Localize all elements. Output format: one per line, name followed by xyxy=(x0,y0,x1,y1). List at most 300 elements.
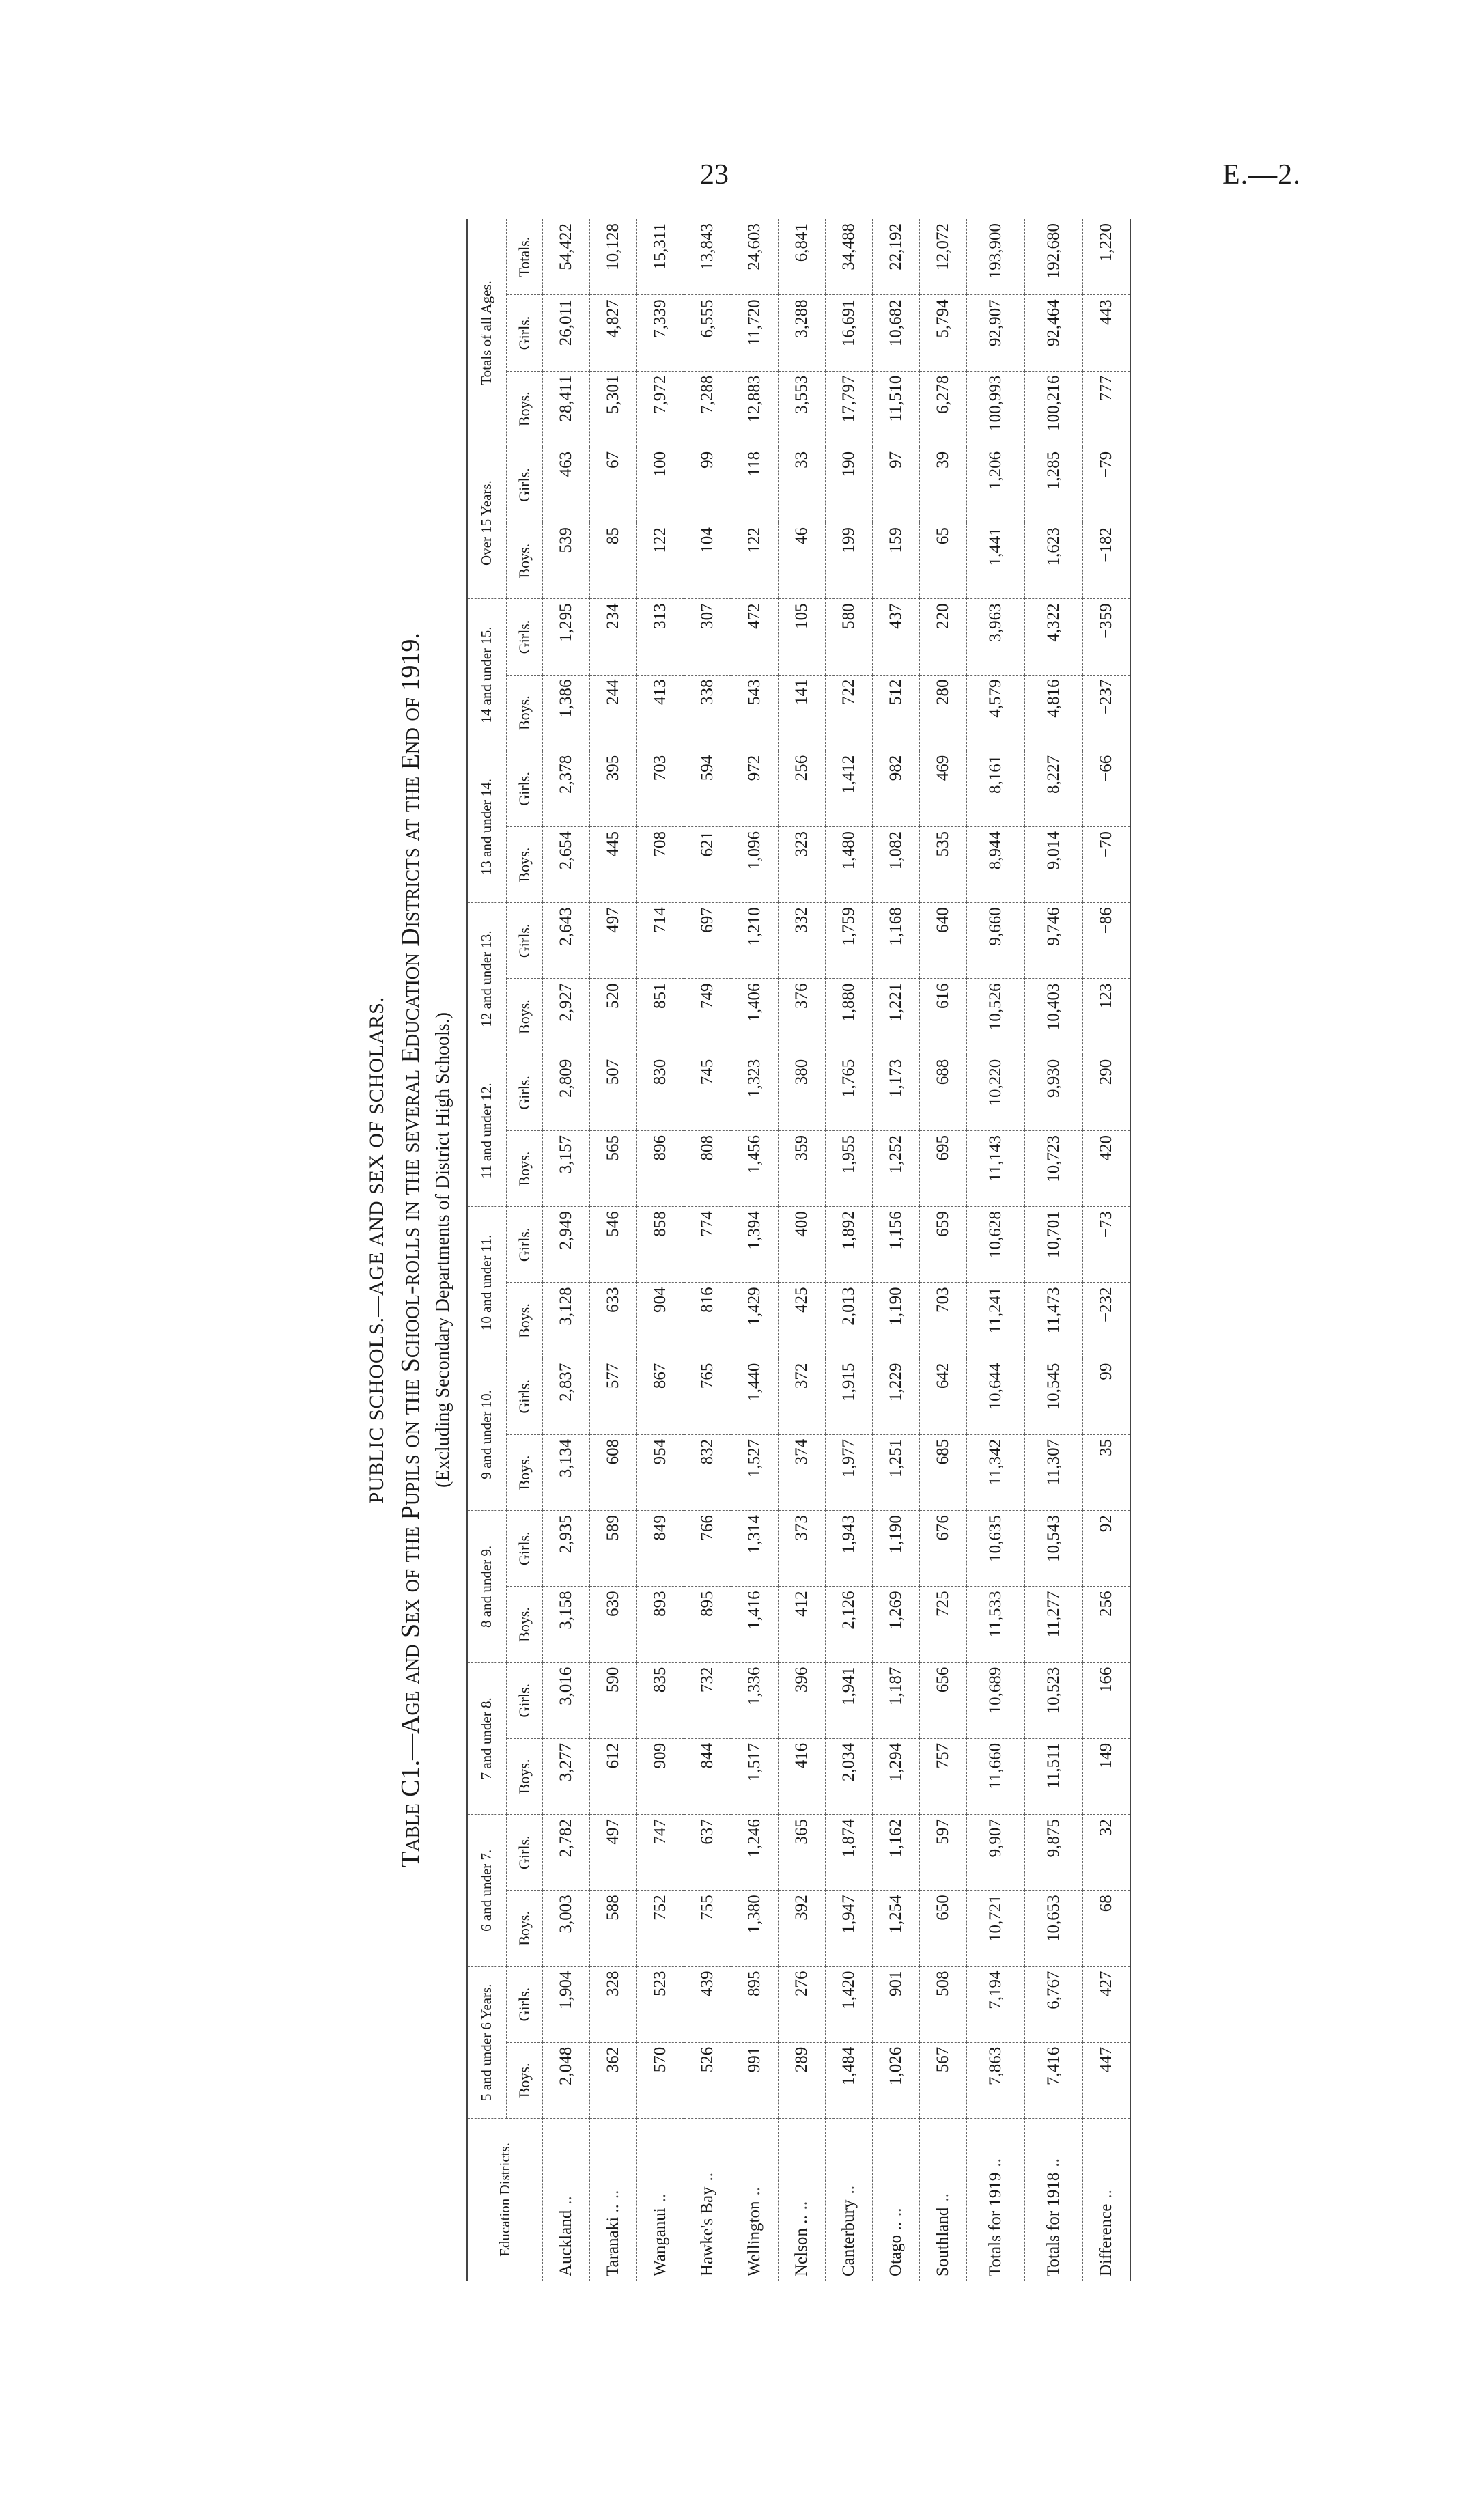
value-cell: 220 xyxy=(920,599,967,675)
value-cell: 1,254 xyxy=(873,1891,920,1966)
district-name: Totals for 1919 xyxy=(986,2172,1005,2276)
value-cell: 543 xyxy=(731,675,779,751)
age-group-header: 12 and under 13. xyxy=(467,903,507,1055)
value-cell: 395 xyxy=(590,751,637,826)
value-cell: 6,278 xyxy=(920,371,967,447)
value-cell: 10,220 xyxy=(967,1055,1025,1130)
value-cell: 166 xyxy=(1083,1662,1131,1738)
value-cell: 621 xyxy=(684,827,731,903)
value-cell: 844 xyxy=(684,1738,731,1814)
age-group-header: 11 and under 12. xyxy=(467,1055,507,1206)
value-cell: 676 xyxy=(920,1511,967,1587)
value-cell: 1,406 xyxy=(731,979,779,1055)
value-cell: 1,173 xyxy=(873,1055,920,1130)
value-cell: 24,603 xyxy=(731,219,779,295)
value-cell: 858 xyxy=(637,1207,684,1283)
value-cell: 439 xyxy=(684,1966,731,2042)
district-name-cell xyxy=(684,2119,731,2281)
value-cell: 1,096 xyxy=(731,827,779,903)
value-cell: 13,843 xyxy=(684,219,731,295)
value-cell: 703 xyxy=(920,1283,967,1359)
value-cell: 8,227 xyxy=(1025,751,1083,826)
table-label: Table C1.— xyxy=(396,1733,425,1867)
value-cell: 1,484 xyxy=(826,2042,873,2118)
table-row xyxy=(590,219,637,2281)
value-cell: 199 xyxy=(826,523,873,599)
rotated-table-page xyxy=(365,219,1115,2281)
value-cell: 1,892 xyxy=(826,1207,873,1283)
value-cell: 1,456 xyxy=(731,1130,779,1206)
table-row xyxy=(637,219,684,2281)
value-cell: 688 xyxy=(920,1055,967,1130)
value-cell: 580 xyxy=(826,599,873,675)
value-cell: 639 xyxy=(590,1587,637,1662)
value-cell: 7,194 xyxy=(967,1966,1025,2042)
value-cell: 290 xyxy=(1083,1055,1131,1130)
value-cell: 10,128 xyxy=(590,219,637,295)
value-cell: 11,307 xyxy=(1025,1434,1083,1510)
value-cell: 7,339 xyxy=(637,295,684,371)
value-cell: 10,682 xyxy=(873,295,920,371)
value-cell: 1,206 xyxy=(967,447,1025,523)
value-cell: 539 xyxy=(543,523,590,599)
value-cell: 523 xyxy=(637,1966,684,2042)
value-cell: 92,464 xyxy=(1025,295,1083,371)
table-main-heading: PUBLIC SCHOOLS.—AGE AND SEX OF SCHOLARS. xyxy=(365,996,388,1504)
age-group-header: 5 and under 6 Years. xyxy=(467,1966,507,2118)
value-cell: 1,246 xyxy=(731,1815,779,1891)
value-cell: 867 xyxy=(637,1359,684,1434)
value-cell: 1,904 xyxy=(543,1966,590,2042)
value-cell: 9,875 xyxy=(1025,1815,1083,1891)
value-cell: −66 xyxy=(1083,751,1131,826)
leader-dots: .. xyxy=(651,2193,669,2203)
district-name-cell xyxy=(637,2119,684,2281)
value-cell: 92 xyxy=(1083,1511,1131,1587)
district-name: Totals for 1918 xyxy=(1044,2172,1063,2276)
value-cell: 105 xyxy=(779,599,826,675)
value-cell: 1,380 xyxy=(731,1891,779,1966)
value-cell: 749 xyxy=(684,979,731,1055)
value-cell: 338 xyxy=(684,675,731,751)
value-cell: 766 xyxy=(684,1511,731,1587)
value-cell: 8,161 xyxy=(967,751,1025,826)
value-cell: 5,794 xyxy=(920,295,967,371)
value-cell: 11,143 xyxy=(967,1130,1025,1206)
value-cell: 1,221 xyxy=(873,979,920,1055)
table-row xyxy=(1025,219,1083,2281)
value-cell: 594 xyxy=(684,751,731,826)
value-cell: 3,003 xyxy=(543,1891,590,1966)
value-cell: 695 xyxy=(920,1130,967,1206)
value-cell: 830 xyxy=(637,1055,684,1130)
value-cell: 901 xyxy=(873,1966,920,2042)
value-cell: 22,192 xyxy=(873,219,920,295)
value-cell: 752 xyxy=(637,1891,684,1966)
value-cell: −79 xyxy=(1083,447,1131,523)
value-cell: 685 xyxy=(920,1434,967,1510)
district-name-cell xyxy=(543,2119,590,2281)
value-cell: 1,386 xyxy=(543,675,590,751)
value-cell: 849 xyxy=(637,1511,684,1587)
value-cell: 1,187 xyxy=(873,1662,920,1738)
value-cell: −86 xyxy=(1083,903,1131,979)
leader-dots: .. xyxy=(1097,2190,1115,2199)
value-cell: 2,378 xyxy=(543,751,590,826)
value-cell: −232 xyxy=(1083,1283,1131,1359)
value-cell: 32 xyxy=(1083,1815,1131,1891)
value-cell: 33 xyxy=(779,447,826,523)
value-cell: 954 xyxy=(637,1434,684,1510)
value-cell: 2,837 xyxy=(543,1359,590,1434)
value-cell: 714 xyxy=(637,903,684,979)
value-cell: 1,295 xyxy=(543,599,590,675)
value-cell: 6,841 xyxy=(779,219,826,295)
value-cell: 2,782 xyxy=(543,1815,590,1891)
value-cell: 54,422 xyxy=(543,219,590,295)
value-cell: 5,301 xyxy=(590,371,637,447)
value-cell: 1,026 xyxy=(873,2042,920,2118)
value-cell: 3,158 xyxy=(543,1587,590,1662)
value-cell: 3,157 xyxy=(543,1130,590,1206)
value-cell: 640 xyxy=(920,903,967,979)
value-cell: 122 xyxy=(731,523,779,599)
value-cell: 508 xyxy=(920,1966,967,2042)
value-cell: 567 xyxy=(920,2042,967,2118)
value-cell: 1,441 xyxy=(967,523,1025,599)
value-cell: 703 xyxy=(637,751,684,826)
value-cell: 774 xyxy=(684,1207,731,1283)
value-cell: 1,168 xyxy=(873,903,920,979)
value-cell: 67 xyxy=(590,447,637,523)
value-cell: 3,963 xyxy=(967,599,1025,675)
value-cell: 1,082 xyxy=(873,827,920,903)
district-column-header: Education Districts. xyxy=(467,2119,543,2281)
district-name: Nelson .. xyxy=(792,2215,811,2276)
value-cell: 11,660 xyxy=(967,1738,1025,1814)
value-cell: 34,488 xyxy=(826,219,873,295)
sex-header-girls: Girls. xyxy=(507,1662,543,1738)
value-cell: 39 xyxy=(920,447,967,523)
value-cell: 972 xyxy=(731,751,779,826)
table-note: (Excluding Secondary Departments of District High Schools.) xyxy=(432,1012,453,1488)
age-group-header: 10 and under 11. xyxy=(467,1207,507,1359)
value-cell: 1,623 xyxy=(1025,523,1083,599)
value-cell: 2,935 xyxy=(543,1511,590,1587)
value-cell: 28,411 xyxy=(543,371,590,447)
value-cell: 7,863 xyxy=(967,2042,1025,2118)
value-cell: 2,048 xyxy=(543,2042,590,2118)
leader-dots: .. xyxy=(839,2186,858,2195)
value-cell: 633 xyxy=(590,1283,637,1359)
value-cell: 3,016 xyxy=(543,1662,590,1738)
value-cell: 589 xyxy=(590,1511,637,1587)
value-cell: 190 xyxy=(826,447,873,523)
district-name-cell xyxy=(826,2119,873,2281)
value-cell: 365 xyxy=(779,1815,826,1891)
value-cell: 732 xyxy=(684,1662,731,1738)
value-cell: 1,294 xyxy=(873,1738,920,1814)
value-cell: 447 xyxy=(1083,2042,1131,2118)
age-group-header: 13 and under 14. xyxy=(467,751,507,902)
value-cell: 472 xyxy=(731,599,779,675)
table-row xyxy=(779,219,826,2281)
value-cell: 835 xyxy=(637,1662,684,1738)
value-cell: 149 xyxy=(1083,1738,1131,1814)
value-cell: 497 xyxy=(590,1815,637,1891)
value-cell: 1,190 xyxy=(873,1511,920,1587)
value-cell: 1,880 xyxy=(826,979,873,1055)
value-cell: 1,527 xyxy=(731,1434,779,1510)
value-cell: 400 xyxy=(779,1207,826,1283)
value-cell: 276 xyxy=(779,1966,826,2042)
value-cell: −182 xyxy=(1083,523,1131,599)
value-cell: 11,241 xyxy=(967,1283,1025,1359)
value-cell: 546 xyxy=(590,1207,637,1283)
value-cell: 99 xyxy=(1083,1359,1131,1434)
value-cell: 1,156 xyxy=(873,1207,920,1283)
value-cell: 904 xyxy=(637,1283,684,1359)
value-cell: 10,545 xyxy=(1025,1359,1083,1434)
value-cell: 1,429 xyxy=(731,1283,779,1359)
value-cell: 11,533 xyxy=(967,1587,1025,1662)
district-name: Southland xyxy=(934,2207,952,2276)
value-cell: 412 xyxy=(779,1587,826,1662)
district-name-cell xyxy=(967,2119,1025,2281)
value-cell: 588 xyxy=(590,1891,637,1966)
value-cell: 99 xyxy=(684,447,731,523)
district-name: Difference xyxy=(1097,2203,1115,2276)
value-cell: 1,210 xyxy=(731,903,779,979)
district-name-cell xyxy=(779,2119,826,2281)
value-cell: 1,874 xyxy=(826,1815,873,1891)
sex-header-boys: Boys. xyxy=(507,827,543,903)
leader-dots: .. xyxy=(986,2158,1005,2167)
value-cell: 17,797 xyxy=(826,371,873,447)
sex-header-girls: Girls. xyxy=(507,599,543,675)
district-name: Taranaki .. xyxy=(604,2204,622,2276)
value-cell: 616 xyxy=(920,979,967,1055)
value-cell: 10,543 xyxy=(1025,1511,1083,1587)
value-cell: 991 xyxy=(731,2042,779,2118)
value-cell: 413 xyxy=(637,675,684,751)
value-cell: 3,128 xyxy=(543,1283,590,1359)
value-cell: 10,721 xyxy=(967,1891,1025,1966)
value-cell: 332 xyxy=(779,903,826,979)
value-cell: 376 xyxy=(779,979,826,1055)
value-cell: 10,689 xyxy=(967,1662,1025,1738)
value-cell: 1,977 xyxy=(826,1434,873,1510)
value-cell: 1,915 xyxy=(826,1359,873,1434)
value-cell: 656 xyxy=(920,1662,967,1738)
value-cell: 192,680 xyxy=(1025,219,1083,295)
age-group-header: 7 and under 8. xyxy=(467,1662,507,1814)
district-name: Canterbury xyxy=(839,2199,858,2276)
value-cell: 380 xyxy=(779,1055,826,1130)
leader-dots: .. xyxy=(886,2208,905,2217)
table-title xyxy=(395,219,425,2281)
page-number: 23 xyxy=(700,159,729,191)
value-cell: 1,759 xyxy=(826,903,873,979)
sex-header-boys: Boys. xyxy=(507,1434,543,1510)
sex-header-boys: Boys. xyxy=(507,1587,543,1662)
leader-dots: .. xyxy=(557,2196,575,2205)
district-name: Wanganui xyxy=(651,2208,669,2276)
leader-dots: .. xyxy=(934,2193,952,2202)
value-cell: 12,072 xyxy=(920,219,967,295)
value-cell: 65 xyxy=(920,523,967,599)
district-name-cell xyxy=(873,2119,920,2281)
value-cell: 612 xyxy=(590,1738,637,1814)
value-cell: 100,993 xyxy=(967,371,1025,447)
value-cell: 3,134 xyxy=(543,1434,590,1510)
value-cell: 141 xyxy=(779,675,826,751)
value-cell: 193,900 xyxy=(967,219,1025,295)
value-cell: 123 xyxy=(1083,979,1131,1055)
sex-header-boys: Boys. xyxy=(507,1283,543,1359)
value-cell: 745 xyxy=(684,1055,731,1130)
value-cell: 122 xyxy=(637,523,684,599)
value-cell: 526 xyxy=(684,2042,731,2118)
age-group-header: 9 and under 10. xyxy=(467,1359,507,1510)
value-cell: 909 xyxy=(637,1738,684,1814)
value-cell: 1,440 xyxy=(731,1359,779,1434)
value-cell: 2,034 xyxy=(826,1738,873,1814)
value-cell: 1,162 xyxy=(873,1815,920,1891)
value-cell: 118 xyxy=(731,447,779,523)
value-cell: 359 xyxy=(779,1130,826,1206)
value-cell: 893 xyxy=(637,1587,684,1662)
age-group-header: Over 15 Years. xyxy=(467,447,507,598)
value-cell: 512 xyxy=(873,675,920,751)
value-cell: 100 xyxy=(637,447,684,523)
value-cell: 650 xyxy=(920,1891,967,1966)
value-cell: 1,943 xyxy=(826,1511,873,1587)
value-cell: 469 xyxy=(920,751,967,826)
leader-dots: .. xyxy=(604,2190,622,2199)
value-cell: 851 xyxy=(637,979,684,1055)
value-cell: 362 xyxy=(590,2042,637,2118)
value-cell: 1,941 xyxy=(826,1662,873,1738)
leader-dots: .. xyxy=(698,2172,716,2182)
sex-header-girls: Girls. xyxy=(507,903,543,979)
value-cell: 4,827 xyxy=(590,295,637,371)
value-cell: 1,947 xyxy=(826,1891,873,1966)
value-cell: 777 xyxy=(1083,371,1131,447)
value-cell: 642 xyxy=(920,1359,967,1434)
value-cell: 9,907 xyxy=(967,1815,1025,1891)
value-cell: 1,314 xyxy=(731,1511,779,1587)
value-cell: 565 xyxy=(590,1130,637,1206)
district-name: Hawke's Bay xyxy=(698,2186,716,2276)
value-cell: 608 xyxy=(590,1434,637,1510)
value-cell: 9,930 xyxy=(1025,1055,1083,1130)
value-cell: 590 xyxy=(590,1662,637,1738)
value-cell: 535 xyxy=(920,827,967,903)
value-cell: 7,288 xyxy=(684,371,731,447)
table-row xyxy=(731,219,779,2281)
value-cell: 2,927 xyxy=(543,979,590,1055)
value-cell: 9,014 xyxy=(1025,827,1083,903)
value-cell: 577 xyxy=(590,1359,637,1434)
value-cell: 10,628 xyxy=(967,1207,1025,1283)
district-name-cell xyxy=(1083,2119,1131,2281)
value-cell: 1,220 xyxy=(1083,219,1131,295)
value-cell: 10,644 xyxy=(967,1359,1025,1434)
value-cell: 374 xyxy=(779,1434,826,1510)
value-cell: 10,526 xyxy=(967,979,1025,1055)
value-cell: 1,285 xyxy=(1025,447,1083,523)
value-cell: 280 xyxy=(920,675,967,751)
district-name-cell xyxy=(920,2119,967,2281)
value-cell: 416 xyxy=(779,1738,826,1814)
value-cell: 420 xyxy=(1083,1130,1131,1206)
value-cell: 463 xyxy=(543,447,590,523)
table-row xyxy=(873,219,920,2281)
value-cell: 570 xyxy=(637,2042,684,2118)
value-cell: 16,691 xyxy=(826,295,873,371)
value-cell: 313 xyxy=(637,599,684,675)
sex-header-girls: Girls. xyxy=(507,1359,543,1434)
value-cell: 11,342 xyxy=(967,1434,1025,1510)
value-cell: 1,336 xyxy=(731,1662,779,1738)
value-cell: 597 xyxy=(920,1815,967,1891)
value-cell: 1,229 xyxy=(873,1359,920,1434)
value-cell: 1,955 xyxy=(826,1130,873,1206)
table-title-text: Age and Sex of the Pupils on the School-rolls in the several Education Districts at the End of 1919. xyxy=(396,632,425,1734)
value-cell: 9,746 xyxy=(1025,903,1083,979)
sex-header-totals: Totals. xyxy=(507,219,543,295)
value-cell: 4,816 xyxy=(1025,675,1083,751)
value-cell: 2,809 xyxy=(543,1055,590,1130)
sex-header-boys: Boys. xyxy=(507,371,543,447)
sex-header-boys: Boys. xyxy=(507,1130,543,1206)
value-cell: 10,635 xyxy=(967,1511,1025,1587)
leader-dots: .. xyxy=(792,2201,811,2210)
district-name: Auckland xyxy=(557,2210,575,2276)
age-group-header: 6 and under 7. xyxy=(467,1815,507,1966)
value-cell: 372 xyxy=(779,1359,826,1434)
value-cell: 755 xyxy=(684,1891,731,1966)
value-cell: 10,723 xyxy=(1025,1130,1083,1206)
value-cell: 10,403 xyxy=(1025,979,1083,1055)
value-cell: 11,277 xyxy=(1025,1587,1083,1662)
district-name: Wellington xyxy=(745,2201,764,2276)
value-cell: 816 xyxy=(684,1283,731,1359)
value-cell: −73 xyxy=(1083,1207,1131,1283)
value-cell: 3,288 xyxy=(779,295,826,371)
value-cell: 11,720 xyxy=(731,295,779,371)
district-name-cell xyxy=(731,2119,779,2281)
table-row xyxy=(920,219,967,2281)
value-cell: 747 xyxy=(637,1815,684,1891)
value-cell: 507 xyxy=(590,1055,637,1130)
sex-header-boys: Boys. xyxy=(507,979,543,1055)
sex-header-girls: Girls. xyxy=(507,751,543,826)
sex-header-girls: Girls. xyxy=(507,1511,543,1587)
value-cell: 697 xyxy=(684,903,731,979)
leader-dots: .. xyxy=(745,2187,764,2196)
value-cell: 659 xyxy=(920,1207,967,1283)
value-cell: 1,517 xyxy=(731,1738,779,1814)
value-cell: 244 xyxy=(590,675,637,751)
value-cell: 808 xyxy=(684,1130,731,1206)
value-cell: 895 xyxy=(731,1966,779,2042)
value-cell: 765 xyxy=(684,1359,731,1434)
value-cell: 4,579 xyxy=(967,675,1025,751)
value-cell: 832 xyxy=(684,1434,731,1510)
value-cell: 8,944 xyxy=(967,827,1025,903)
